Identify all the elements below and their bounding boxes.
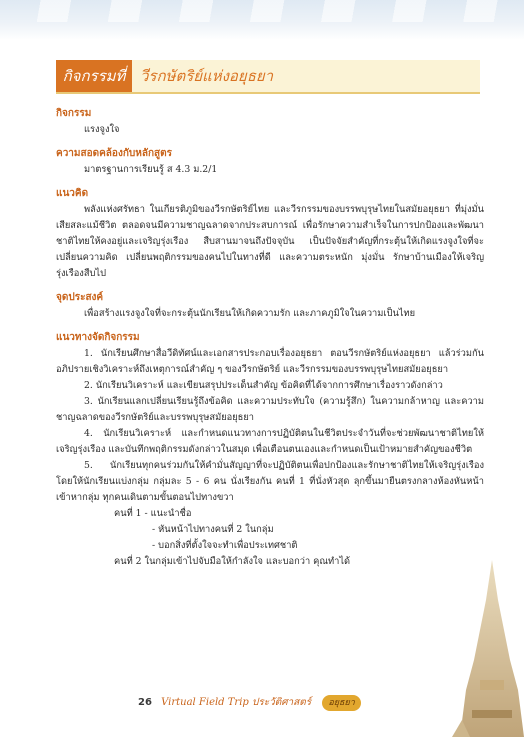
method-step: คนที่ 2 ในกลุ่มเข้าไปจับมือให้กำลังใจ และบอกว่า คุณทำได้ bbox=[114, 556, 351, 567]
method-item: 2. นักเรียนวิเคราะห์ และเขียนสรุปประเด็นสำคัญ ข้อคิดที่ได้จากการศึกษาเรื่องราวดังกล่าว bbox=[84, 380, 443, 391]
method-step: - หันหน้าไปทางคนที่ 2 ในกลุ่ม bbox=[152, 524, 274, 535]
ayutthaya-logo: อยุธยา bbox=[322, 695, 361, 711]
temple-illustration bbox=[452, 560, 524, 737]
heading-objective: จุดประสงค์ bbox=[56, 292, 104, 303]
activity-number-tag: กิจกรรมที่ 2 bbox=[56, 60, 132, 92]
method-step: คนที่ 1 - แนะนำชื่อ bbox=[114, 508, 192, 519]
curriculum-text: มาตรฐานการเรียนรู้ ส 4.3 ม.2/1 bbox=[84, 164, 218, 175]
heading-methods: แนวทางจัดกิจกรรม bbox=[56, 332, 140, 343]
page-footer bbox=[138, 693, 361, 713]
heading-activity: กิจกรรม bbox=[56, 108, 92, 119]
method-item: 3. นักเรียนแลกเปลี่ยนเรียนรู้ถึงข้อคิด และความประทับใจ (ความรู้สึก) ในความกล้าหาญ และความชาญฉลาดของวีรกษัตริย์และบรรพบุรุษสมัยอยุธยา bbox=[56, 396, 484, 423]
top-decorative-band bbox=[0, 0, 524, 40]
page-number: 26 bbox=[138, 697, 152, 708]
activity-header bbox=[56, 60, 480, 117]
footer-text: Virtual Field Trip ประวัติศาสตร์ bbox=[161, 697, 312, 708]
activity-title: วีรกษัตริย์แห่งอยุธยา bbox=[140, 67, 274, 85]
activity-text: แรงจูงใจ bbox=[84, 124, 120, 135]
heading-curriculum: ความสอดคล้องกับหลักสูตร bbox=[56, 148, 172, 159]
method-item: 4. นักเรียนวิเคราะห์ และกำหนดแนวทางการปฏิบัติตนในชีวิตประจำวันที่จะช่วยพัฒนาชาติไทยให้เจริญรุ่งเรือง และบันทึกพฤติกรรมดังกล่าวในสมุด เพื่อเตือนตนเองและกำหนดเป็นเป้าหมายสำคัญของชีวิต bbox=[56, 428, 484, 455]
method-item: 5. นักเรียนทุกคนร่วมกันให้คำมั่นสัญญาที่จะปฏิบัติตนเพื่อปกป้องและรักษาชาติไทยให้เจริญรุ่งเรือง โดยให้นักเรียนแบ่งกลุ่ม กลุ่มละ 5 - 6 คน นั่งเรียงกัน คนที่ 1 ที่นั่งหัวสุด ลุกขึ้นมายืนตรงกลางห้องหันหน้าเข้าหากลุ่ม ทุกคนเดินตามขั้นตอนไปทางขวา bbox=[56, 460, 484, 503]
method-step: - บอกสิ่งที่ตั้งใจจะทำเพื่อประเทศชาติ bbox=[152, 540, 298, 551]
heading-concept: แนวคิด bbox=[56, 188, 89, 199]
concept-text: พลังแห่งศรัทธา ในเกียรติภูมิของวีรกษัตริย์ไทย และวีรกรรมของบรรพบุรุษไทยในสมัยอยุธยา ที่มุ่งมั่น เสียสละแม้ชีวิต ตลอดจนมีความชาญฉลาดจากประสบการณ์ เพื่อรักษาความสำเร็จในการปกป้องและพัฒนาชาติไทยให้คงอยู่และเจริญรุ่งเรือง สืบสานมาจนถึงปัจจุบัน เป็นปัจจัยสำคัญที่กระตุ้นให้เกิดแรงจูงใจที่จะเปลี่ยนความคิด เปลี่ยนพฤติกรรมของคนไปในทางที่ดี และความตระหนัก มุ่งมั่น รักษาบ้านเมืองให้เจริญรุ่งเรืองสืบไป bbox=[56, 204, 484, 279]
objective-text: เพื่อสร้างแรงจูงใจที่จะกระตุ้นนักเรียนให้เกิดความรัก และภาคภูมิใจในความเป็นไทย bbox=[84, 308, 416, 319]
page-content bbox=[56, 106, 484, 570]
method-item: 1. นักเรียนศึกษาสื่อวีดิทัศน์และเอกสารประกอบเรื่องอยุธยา ตอนวีรกษัตริย์แห่งอยุธยา แล้วร่วมกันอภิปรายเชิงวิเคราะห์ถึงเหตุการณ์สำคัญ ๆ ของวีรกษัตริย์ และวีรกรรมของบรรพบุรุษไทยสมัยอยุธยา bbox=[56, 348, 484, 375]
